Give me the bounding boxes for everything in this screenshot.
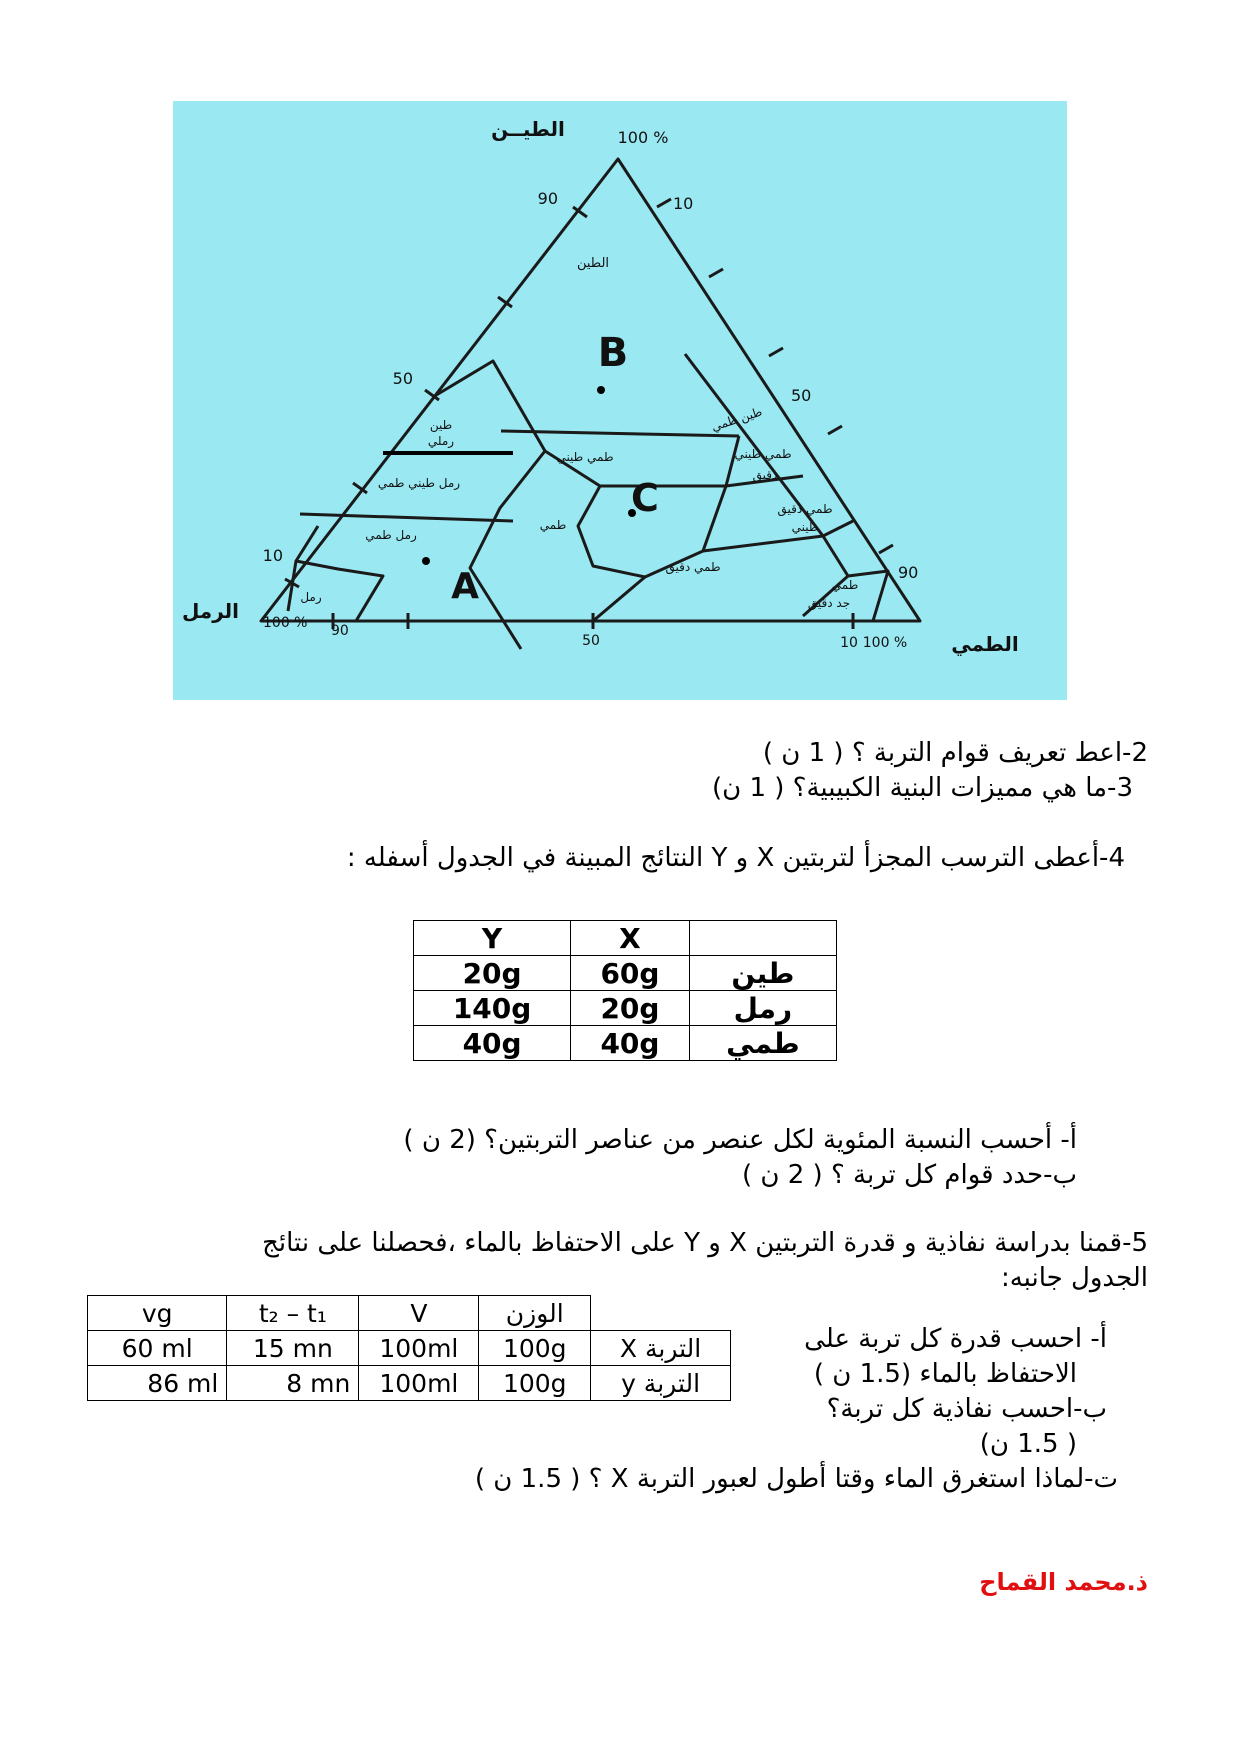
bottom-50-label: 50 [582, 633, 600, 649]
region-sandy-clay-silt: رمل طيني طمي [377, 476, 461, 490]
cell-weight: 100g [479, 1366, 591, 1401]
cell-x: 40g [571, 1026, 690, 1061]
boundary-fine-silty-clay [823, 521, 853, 536]
header-empty [689, 921, 836, 956]
tick-right-50 [769, 348, 783, 356]
sieve-results-table [413, 920, 837, 1061]
vertex-silt-label: الطمي [951, 632, 1019, 656]
question-5a-line1: أ- احسب قدرة كل تربة على [804, 1324, 1107, 1354]
region-fine-silt-clay-2: طيني [791, 520, 819, 534]
region-very-fine-silt-2: جد دقيق [807, 596, 851, 610]
header-y: Y [414, 921, 571, 956]
right-10-label: 10 [673, 194, 694, 213]
header-time: t₂ – t₁ [227, 1296, 359, 1331]
region-sandy-clay-1: طين [429, 418, 453, 432]
permeability-table [87, 1295, 731, 1401]
vertex-clay-label: الطيــن [491, 117, 565, 141]
cell-y: 40g [414, 1026, 571, 1061]
cell-volume: 100ml [359, 1366, 479, 1401]
row-label: التربة y [591, 1366, 731, 1401]
cell-time: 15 mn [227, 1331, 359, 1366]
bottom-10-label: 10 [840, 635, 858, 651]
right-50-label: 50 [791, 386, 812, 405]
question-5b-line1: ب-احسب نفاذية كل تربة؟ [826, 1394, 1107, 1424]
region-silt: طمي [539, 518, 567, 532]
region-very-fine-silt-1: طمي [831, 578, 859, 592]
region-fine-silty-clay-2: دقيق [752, 468, 778, 482]
triangle-svg [173, 101, 1067, 700]
boundary-sandy-left [433, 361, 545, 649]
left-10-label: 10 [262, 546, 283, 565]
cell-vg: 60 ml [88, 1331, 227, 1366]
tick-right-10 [657, 199, 671, 207]
cell-weight: 100g [479, 1331, 591, 1366]
point-a-dot [422, 557, 430, 565]
row-label: رمل [689, 991, 836, 1026]
region-fine-silt: طمي دقيق [665, 560, 721, 574]
region-fine-silty-clay-1: طمي طيني [734, 447, 792, 461]
table-row [88, 1366, 731, 1401]
table-header-row [414, 921, 837, 956]
table-row [414, 956, 837, 991]
question-4a: أ- أحسب النسبة المئوية لكل عنصر من عناصر التربتين؟ (2 ن ) [403, 1125, 1077, 1155]
left-90-label: 90 [537, 189, 558, 208]
region-sandy-clay-2: رملي [427, 434, 455, 448]
point-b-label: B [597, 330, 629, 376]
header-weight: الوزن [479, 1296, 591, 1331]
boundary-sandy-silt-top [300, 514, 513, 521]
tick-right-90 [879, 545, 893, 553]
header-vg: vg [88, 1296, 227, 1331]
region-silty-clay: طين طمي [709, 404, 764, 434]
table-header-row [88, 1296, 731, 1331]
cell-x: 20g [571, 991, 690, 1026]
region-sand: رمل [300, 590, 322, 604]
tick-right-60 [828, 426, 842, 434]
cell-y: 140g [414, 991, 571, 1026]
question-4b: ب-حدد قوام كل تربة ؟ ( 2 ن ) [741, 1160, 1077, 1190]
cell-x: 60g [571, 956, 690, 991]
region-sandy-silt: رمل طمي [365, 528, 417, 542]
header-volume: V [359, 1296, 479, 1331]
row-label: التربة X [591, 1331, 731, 1366]
question-2: 2-اعط تعريف قوام التربة ؟ ( 1 ن ) [762, 738, 1148, 768]
point-b-dot [597, 386, 605, 394]
table-row [88, 1331, 731, 1366]
cell-vg: 86 ml [88, 1366, 227, 1401]
bottom-left-100: 100 % [263, 615, 308, 631]
triangle-outline [261, 159, 920, 621]
scale-top-100: 100 % [617, 128, 669, 147]
bottom-right-100: 100 % [862, 635, 908, 651]
bottom-90-label: 90 [331, 623, 349, 639]
boundary-silt-bottom [593, 577, 645, 621]
left-50-label: 50 [392, 369, 413, 388]
cell-volume: 100ml [359, 1331, 479, 1366]
question-3: 3-ما هي مميزات البنية الكبيبية؟ ( 1 ن) [711, 773, 1133, 803]
question-4: 4-أعطى الترسب المجزأ لتربتين X و Y النتائج المبينة في الجدول أسفله : [346, 843, 1125, 873]
row-label: طمي [689, 1026, 836, 1061]
point-c-label: C [631, 476, 659, 520]
author-signature: ذ.محمد القماح [979, 1568, 1148, 1596]
soil-texture-triangle [173, 101, 1067, 700]
region-fine-silt-clay-1: طمي دقيق [777, 502, 833, 516]
region-clay: الطين [576, 256, 610, 271]
header-x: X [571, 921, 690, 956]
table-row [414, 1026, 837, 1061]
point-a-label: A [451, 566, 479, 607]
tick-right-30 [709, 269, 723, 277]
table-row [414, 991, 837, 1026]
question-5-line2: الجدول جانبه: [1000, 1263, 1148, 1293]
cell-time: 8 mn [227, 1366, 359, 1401]
cell-y: 20g [414, 956, 571, 991]
question-5b-line2: ( 1.5 ن) [979, 1429, 1077, 1459]
question-5a-line2: الاحتفاظ بالماء (1.5 ن ) [813, 1359, 1077, 1389]
question-5-line1: 5-قمنا بدراسة نفاذية و قدرة التربتين X و Y على الاحتفاظ بالماء ،فحصلنا على نتائج [262, 1228, 1148, 1258]
question-5c: ت-لماذا استغرق الماء وقتا أطول لعبور التربة X ؟ ( 1.5 ن ) [474, 1464, 1118, 1494]
region-silt-clay: طمي طيني [556, 450, 614, 464]
vertex-sand-label: الرمل [181, 599, 239, 623]
right-90-label: 90 [898, 563, 919, 582]
header-empty [591, 1296, 731, 1331]
row-label: طين [689, 956, 836, 991]
